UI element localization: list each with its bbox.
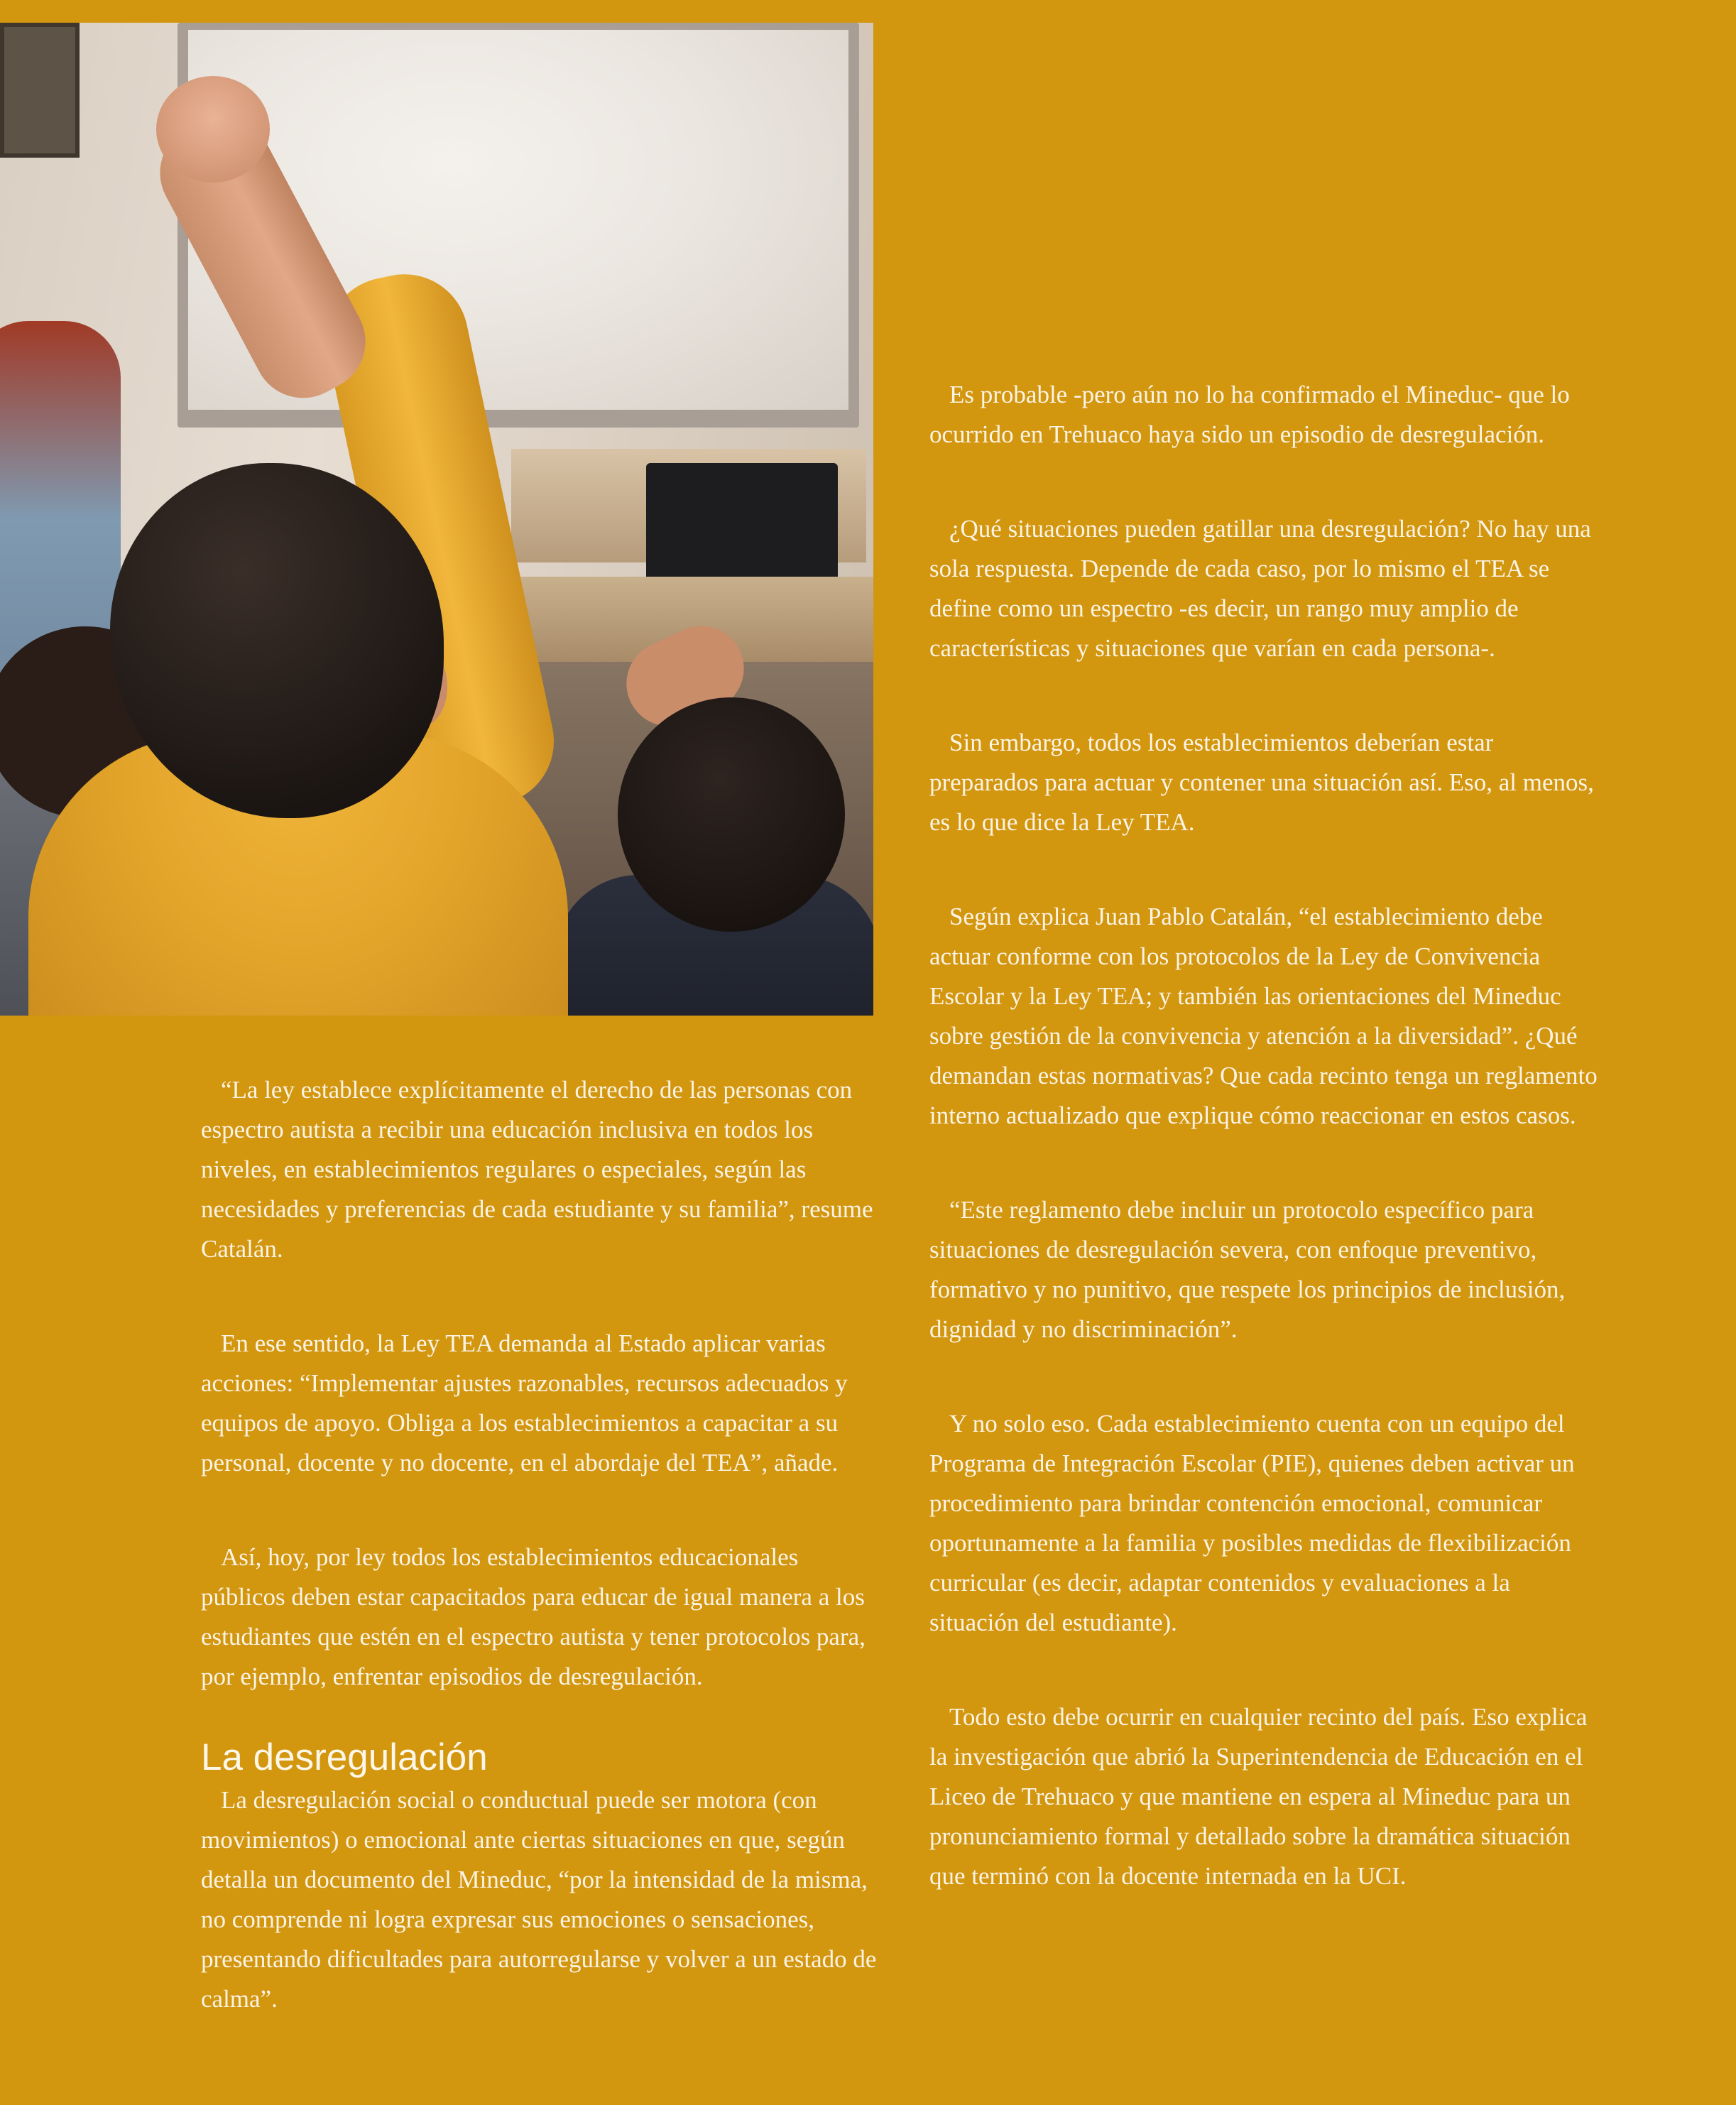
paragraph: ¿Qué situaciones pueden gatillar una desregulación? No hay una sola respuesta. Depende de cada caso, por lo mismo el TEA se define como un espectro -es decir, un rango muy amplio de características y situaciones que varían en cada persona-. — [929, 515, 1591, 662]
photo-student-fist — [156, 76, 270, 183]
photo-wall-frame — [0, 23, 80, 158]
paragraph: Así, hoy, por ley todos los establecimientos educacionales públicos deben estar capacitados para educar de igual manera a los estudiantes que estén en el espectro autista y tener protocolos para, por ejemplo, enfrentar episodios de desregulación. — [201, 1543, 866, 1690]
paragraph: La desregulación social o conductual puede ser motora (con movimientos) o emocional ante ciertas situaciones en que, según detalla un documento del Mineduc, “por la intensidad de la misma, no comprende ni logra expresar sus emociones o sensaciones, presentando dificultades para autorregularse y volver a un estado de calma”. — [201, 1786, 877, 2013]
left-column — [201, 1070, 879, 2019]
paragraph: “La ley establece explícitamente el derecho de las personas con espectro autista a recibir una educación inclusiva en todos los niveles, en establecimientos regulares o especiales, según las necesidades y preferencias de cada estudiante y su familia”, resume Catalán. — [201, 1076, 873, 1263]
paragraph: Todo esto debe ocurrir en cualquier recinto del país. Eso explica la investigación que abrió la Superintendencia de Educación en el Liceo de Trehuaco y que mantiene en espera al Mineduc para un pronunciamiento formal y detallado sobre la dramática situación que terminó con la docente internada en la UCI. — [929, 1703, 1588, 1890]
paragraph: Según explica Juan Pablo Catalán, “el establecimiento debe actuar conforme con los protocolos de la Ley de Convivencia Escolar y la Ley TEA; y también las orientaciones del Mineduc sobre gestión de la convivencia y atención a la diversidad”. ¿Qué demandan estas normativas? Que cada recinto tenga un reglamento interno actualizado que explique cómo reaccionar en estos casos. — [929, 903, 1598, 1129]
section-heading: La desregulación — [201, 1736, 488, 1778]
paragraph: Sin embargo, todos los establecimientos deberían estar preparados para actuar y contener una situación así. Eso, al menos, es lo que dice la Ley TEA. — [929, 729, 1594, 836]
classroom-photo — [0, 23, 873, 1016]
right-column — [929, 375, 1604, 1896]
paragraph: En ese sentido, la Ley TEA demanda al Estado aplicar varias acciones: “Implementar ajustes razonables, recursos adecuados y equipos de apoyo. Obliga a los establecimientos a capacitar a su personal, docente y no docente, en el abordaje del TEA”, añade. — [201, 1329, 848, 1476]
photo-student-second-head — [618, 697, 845, 932]
paragraph: Y no solo eso. Cada establecimiento cuenta con un equipo del Programa de Integración Escolar (PIE), quienes deben activar un procedimiento para brindar contención emocional, comunicar oportunamente a la familia y posibles medidas de flexibilización curricular (es decir, adaptar contenidos y evaluaciones a la situación del estudiante). — [929, 1410, 1575, 1636]
paragraph: “Este reglamento debe incluir un protocolo específico para situaciones de desregulación severa, con enfoque preventivo, formativo y no punitivo, que respete los principios de inclusión, dignidad y no discriminación”. — [929, 1196, 1566, 1343]
paragraph: Es probable -pero aún no lo ha confirmado el Mineduc- que lo ocurrido en Trehuaco haya sido un episodio de desregulación. — [929, 381, 1570, 448]
